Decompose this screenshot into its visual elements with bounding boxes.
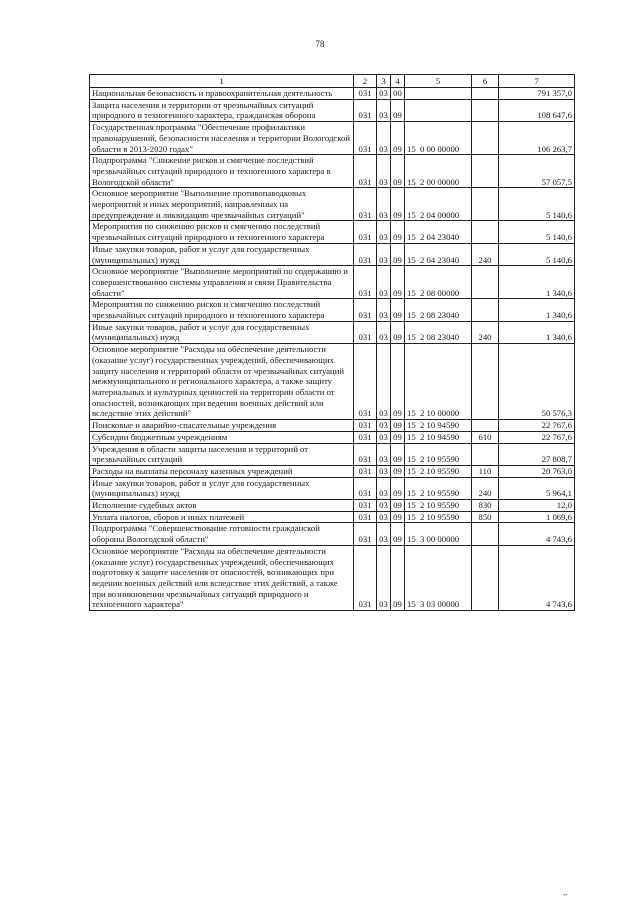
cell-amount: 108 647,6 (499, 99, 575, 121)
header-col-1: 1 (90, 75, 354, 88)
cell-amount: 1 069,6 (499, 511, 575, 523)
cell-expense-type: 240 (472, 477, 499, 499)
cell-expense-type: 240 (472, 321, 499, 343)
cell-target-article: 15 3 00 00000 (405, 523, 472, 545)
cell-target-article: 15 2 08 00000 (405, 266, 472, 299)
cell-admin-code: 031 (354, 88, 377, 100)
cell-section: 03 (377, 523, 391, 545)
cell-target-article: 15 2 10 95590 (405, 511, 472, 523)
cell-admin-code: 031 (354, 266, 377, 299)
cell-amount: 5 140,6 (499, 188, 575, 221)
cell-name: Основное мероприятие "Расходы на обеспечение деятельности (оказание услуг) государственных учреждений, обеспечивающих подготовку к защите населения от опасностей, возникающих при ведении военных действий или вследствие этих действий, а также при возникновении чрезвычайных ситуаций природного и техногенного характера" (90, 545, 354, 610)
cell-section: 03 (377, 545, 391, 610)
cell-name: Подпрограмма "Снижение рисков и смягчение последствий чрезвычайных ситуаций природного и техногенного характера в Вологодской области" (90, 155, 354, 188)
page-number: 78 (315, 39, 325, 49)
cell-amount: 22 767,6 (499, 420, 575, 432)
cell-subsection: 09 (391, 465, 405, 477)
cell-target-article: 15 2 10 95590 (405, 500, 472, 512)
cell-name: Мероприятия по снижению рисков и смягчению последствий чрезвычайных ситуаций природного и техногенного характера (90, 221, 354, 243)
header-col-2: 2 (354, 75, 377, 88)
cell-target-article: 15 2 04 23040 (405, 221, 472, 243)
cell-admin-code: 031 (354, 500, 377, 512)
cell-admin-code: 031 (354, 523, 377, 545)
cell-subsection: 09 (391, 243, 405, 265)
cell-name: Иные закупки товаров, работ и услуг для государственных (муниципальных) нужд (90, 321, 354, 343)
header-col-5: 5 (405, 75, 472, 88)
cell-subsection: 09 (391, 122, 405, 155)
table-row (90, 188, 575, 221)
cell-subsection: 09 (391, 221, 405, 243)
cell-target-article: 15 2 08 23040 (405, 321, 472, 343)
cell-amount: 50 576,3 (499, 344, 575, 420)
cell-target-article: 15 2 04 23040 (405, 243, 472, 265)
header-col-6: 6 (472, 75, 499, 88)
cell-target-article: 15 2 00 00000 (405, 155, 472, 188)
cell-target-article: 15 2 10 95590 (405, 465, 472, 477)
cell-amount: 5 140,6 (499, 221, 575, 243)
cell-admin-code: 031 (354, 122, 377, 155)
table-row (90, 545, 575, 610)
cell-expense-type (472, 88, 499, 100)
cell-subsection: 09 (391, 299, 405, 321)
cell-section: 03 (377, 477, 391, 499)
cell-admin-code: 031 (354, 321, 377, 343)
cell-admin-code: 031 (354, 221, 377, 243)
cell-amount: 1 340,6 (499, 266, 575, 299)
cell-admin-code: 031 (354, 99, 377, 121)
table-row (90, 344, 575, 420)
cell-amount: 12,0 (499, 500, 575, 512)
cell-name: Основное мероприятие "Расходы на обеспечение деятельности (оказание услуг) государственных учреждений, обеспечивающих защиту населения и территорий области от чрезвычайных ситуаций межмуниципального и регионального характера, а также защиту материальных и культурных ценностей на территории области от опасностей, возникающих при ведении военных действий или вследствие этих действий" (90, 344, 354, 420)
cell-section: 03 (377, 188, 391, 221)
cell-section: 03 (377, 431, 391, 443)
cell-section: 03 (377, 155, 391, 188)
budget-table (89, 74, 575, 611)
cell-subsection: 09 (391, 511, 405, 523)
cell-expense-type (472, 155, 499, 188)
table-row (90, 420, 575, 432)
cell-admin-code: 031 (354, 511, 377, 523)
cell-section: 03 (377, 344, 391, 420)
cell-admin-code: 031 (354, 188, 377, 221)
cell-expense-type (472, 188, 499, 221)
cell-name: Поисковые и аварийно-спасательные учреждения (90, 420, 354, 432)
cell-subsection: 09 (391, 420, 405, 432)
cell-amount: 106 263,7 (499, 122, 575, 155)
table-row (90, 243, 575, 265)
cell-admin-code: 031 (354, 420, 377, 432)
header-col-7: 7 (499, 75, 575, 88)
cell-admin-code: 031 (354, 545, 377, 610)
table-row (90, 299, 575, 321)
cell-target-article: 15 2 10 95590 (405, 477, 472, 499)
cell-section: 03 (377, 420, 391, 432)
cell-name: Иные закупки товаров, работ и услуг для государственных (муниципальных) нужд (90, 243, 354, 265)
header-col-3: 3 (377, 75, 391, 88)
cell-name: Национальная безопасность и правоохранительная деятельность (90, 88, 354, 100)
table-row (90, 511, 575, 523)
cell-amount: 5 964,1 (499, 477, 575, 499)
cell-section: 03 (377, 122, 391, 155)
cell-expense-type: 830 (472, 500, 499, 512)
table-body (90, 88, 575, 611)
cell-target-article: 15 2 08 23040 (405, 299, 472, 321)
cell-amount: 1 340,6 (499, 321, 575, 343)
cell-target-article: 15 2 10 94590 (405, 431, 472, 443)
cell-section: 03 (377, 266, 391, 299)
cell-section: 03 (377, 443, 391, 465)
cell-subsection: 09 (391, 477, 405, 499)
cell-amount: 27 808,7 (499, 443, 575, 465)
cell-section: 03 (377, 299, 391, 321)
cell-amount: 4 743,6 (499, 545, 575, 610)
table-row (90, 477, 575, 499)
table-row (90, 500, 575, 512)
cell-amount: 57 057,5 (499, 155, 575, 188)
cell-amount: 791 357,0 (499, 88, 575, 100)
cell-admin-code: 031 (354, 299, 377, 321)
cell-admin-code: 031 (354, 344, 377, 420)
cell-subsection: 09 (391, 99, 405, 121)
cell-subsection: 09 (391, 545, 405, 610)
cell-subsection: 09 (391, 321, 405, 343)
table-row (90, 155, 575, 188)
table-row (90, 431, 575, 443)
table-row (90, 221, 575, 243)
cell-expense-type: 850 (472, 511, 499, 523)
cell-expense-type (472, 266, 499, 299)
cell-expense-type: 240 (472, 243, 499, 265)
cell-amount: 22 767,6 (499, 431, 575, 443)
cell-subsection: 09 (391, 443, 405, 465)
table-row (90, 99, 575, 121)
cell-subsection: 09 (391, 155, 405, 188)
cell-name: Субсидии бюджетным учреждениям (90, 431, 354, 443)
cell-section: 03 (377, 88, 391, 100)
cell-expense-type: 110 (472, 465, 499, 477)
cell-section: 03 (377, 321, 391, 343)
cell-expense-type (472, 344, 499, 420)
table-row (90, 443, 575, 465)
cell-subsection: 09 (391, 344, 405, 420)
cell-expense-type (472, 299, 499, 321)
cell-target-article (405, 99, 472, 121)
cell-section: 03 (377, 500, 391, 512)
table-row (90, 266, 575, 299)
cell-name: Иные закупки товаров, работ и услуг для государственных (муниципальных) нужд (90, 477, 354, 499)
cell-name: Основное мероприятие "Выполнение мероприятий по содержанию и совершенствованию системы управления и связи Правительства области" (90, 266, 354, 299)
cell-admin-code: 031 (354, 465, 377, 477)
table-row (90, 122, 575, 155)
cell-target-article: 15 3 03 00000 (405, 545, 472, 610)
cell-name: Учреждения в области защиты населения и территорий от чрезвычайных ситуаций (90, 443, 354, 465)
cell-name: Мероприятия по снижению рисков и смягчению последствий чрезвычайных ситуаций природного и техногенного характера (90, 299, 354, 321)
cell-section: 03 (377, 221, 391, 243)
corner-mark: •• (563, 893, 568, 899)
cell-expense-type (472, 545, 499, 610)
cell-subsection: 09 (391, 266, 405, 299)
cell-target-article: 15 2 10 95590 (405, 443, 472, 465)
cell-name: Расходы на выплаты персоналу казенных учреждений (90, 465, 354, 477)
cell-target-article: 15 2 10 94590 (405, 420, 472, 432)
table-row (90, 321, 575, 343)
cell-subsection: 09 (391, 523, 405, 545)
cell-expense-type (472, 99, 499, 121)
cell-name: Государственная программа "Обеспечение профилактики правонарушений, безопасности населения и территории Вологодской области в 2013-2020 годах" (90, 122, 354, 155)
cell-amount: 1 340,6 (499, 299, 575, 321)
cell-subsection: 09 (391, 500, 405, 512)
cell-target-article (405, 88, 472, 100)
cell-admin-code: 031 (354, 243, 377, 265)
cell-admin-code: 031 (354, 155, 377, 188)
cell-section: 03 (377, 465, 391, 477)
cell-name: Исполнение судебных актов (90, 500, 354, 512)
cell-subsection: 09 (391, 188, 405, 221)
cell-admin-code: 031 (354, 477, 377, 499)
cell-target-article: 15 0 00 00000 (405, 122, 472, 155)
cell-name: Защита населения и территории от чрезвычайных ситуаций природного и техногенного характера, гражданская оборона (90, 99, 354, 121)
table-row (90, 465, 575, 477)
cell-expense-type (472, 443, 499, 465)
cell-expense-type (472, 122, 499, 155)
cell-amount: 4 743,6 (499, 523, 575, 545)
cell-amount: 20 763,0 (499, 465, 575, 477)
cell-section: 03 (377, 243, 391, 265)
cell-section: 03 (377, 99, 391, 121)
header-row (90, 75, 575, 88)
cell-expense-type (472, 221, 499, 243)
header-col-4: 4 (391, 75, 405, 88)
cell-target-article: 15 2 04 00000 (405, 188, 472, 221)
cell-name: Уплата налогов, сборов и иных платежей (90, 511, 354, 523)
cell-admin-code: 031 (354, 443, 377, 465)
cell-name: Подпрограмма "Совершенствование готовности гражданской обороны Вологодской области" (90, 523, 354, 545)
cell-name: Основное мероприятие "Выполнение противопаводковых мероприятий и иных мероприятий, направленных на предупреждение и ликвидацию чрезвычайных ситуаций" (90, 188, 354, 221)
table-row (90, 88, 575, 100)
cell-expense-type (472, 523, 499, 545)
cell-target-article: 15 2 10 00000 (405, 344, 472, 420)
cell-admin-code: 031 (354, 431, 377, 443)
cell-subsection: 09 (391, 431, 405, 443)
cell-amount: 5 140,6 (499, 243, 575, 265)
cell-section: 03 (377, 511, 391, 523)
cell-subsection: 00 (391, 88, 405, 100)
cell-expense-type (472, 420, 499, 432)
cell-expense-type: 610 (472, 431, 499, 443)
table-row (90, 523, 575, 545)
